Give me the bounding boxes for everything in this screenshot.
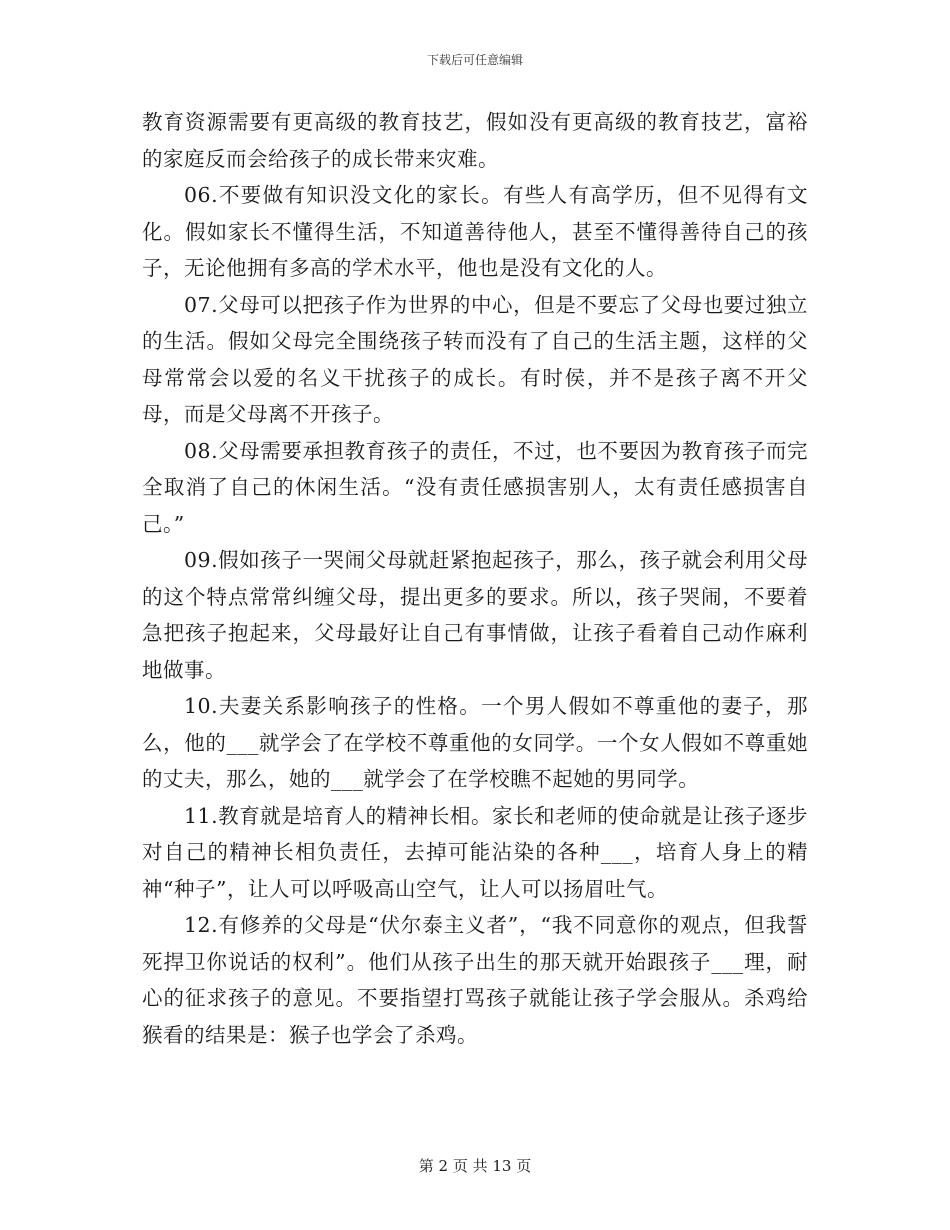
paragraph-06: 06.不要做有知识没文化的家长。有些人有高学历，但不见得有文化。假如家长不懂得生活，不知道善待他人，甚至不懂得善待自己的孩子，无论他拥有多高的学术水平，他也是没有文化的人。 [142,183,808,280]
page-number: 第 2 页 共 13 页 [418,1157,532,1175]
paragraph-11: 11.教育就是培育人的精神长相。家长和老师的使命就是让孩子逐步对自己的精神长相负责任，去掉可能沾染的各种___，培育人身上的精神“种子”，让人可以呼吸高山空气，让人可以扬眉吐气。 [142,803,808,901]
paragraph-09: 09.假如孩子一哭闹父母就赶紧抱起孩子，那么，孩子就会利用父母的这个特点常常纠缠父母，提出更多的要求。所以，孩子哭闹，不要着急把孩子抱起来，父母最好让自己有事情做，让孩子看着自己动作麻利地做事。 [142,548,808,682]
document-body [142,104,808,1053]
paragraph-07: 07.父母可以把孩子作为世界的中心，但是不要忘了父母也要过独立的生活。假如父母完全围绕孩子转而没有了自己的生活主题，这样的父母常常会以爱的名义干扰孩子的成长。有时侯，并不是孩子离不开父母，而是父母离不开孩子。 [142,292,808,426]
paragraph-continued: 教育资源需要有更高级的教育技艺，假如没有更高级的教育技艺，富裕的家庭反而会给孩子的成长带来灾难。 [142,110,808,171]
paragraph-10: 10.夫妻关系影响孩子的性格。一个男人假如不尊重他的妻子，那么，他的___就学会了在学校不尊重他的女同学。一个女人假如不尊重她的丈夫，那么，她的___就学会了在学校瞧不起她的男同学。 [142,694,808,791]
page-header: 下载后可任意编辑 [426,53,523,67]
paragraph-12: 12.有修养的父母是“伏尔泰主义者”，“我不同意你的观点，但我誓死捍卫你说话的权利”。他们从孩子出生的那天就开始跟孩子___理，耐心的征求孩子的意见。不要指望打骂孩子就能让孩子学会服从。杀鸡给猴看的结果是：猴子也学会了杀鸡。 [142,913,808,1047]
paragraph-08: 08.父母需要承担教育孩子的责任，不过，也不要因为教育孩子而完全取消了自己的休闲生活。“没有责任感损害别人，太有责任感损害自己。” [142,438,808,536]
